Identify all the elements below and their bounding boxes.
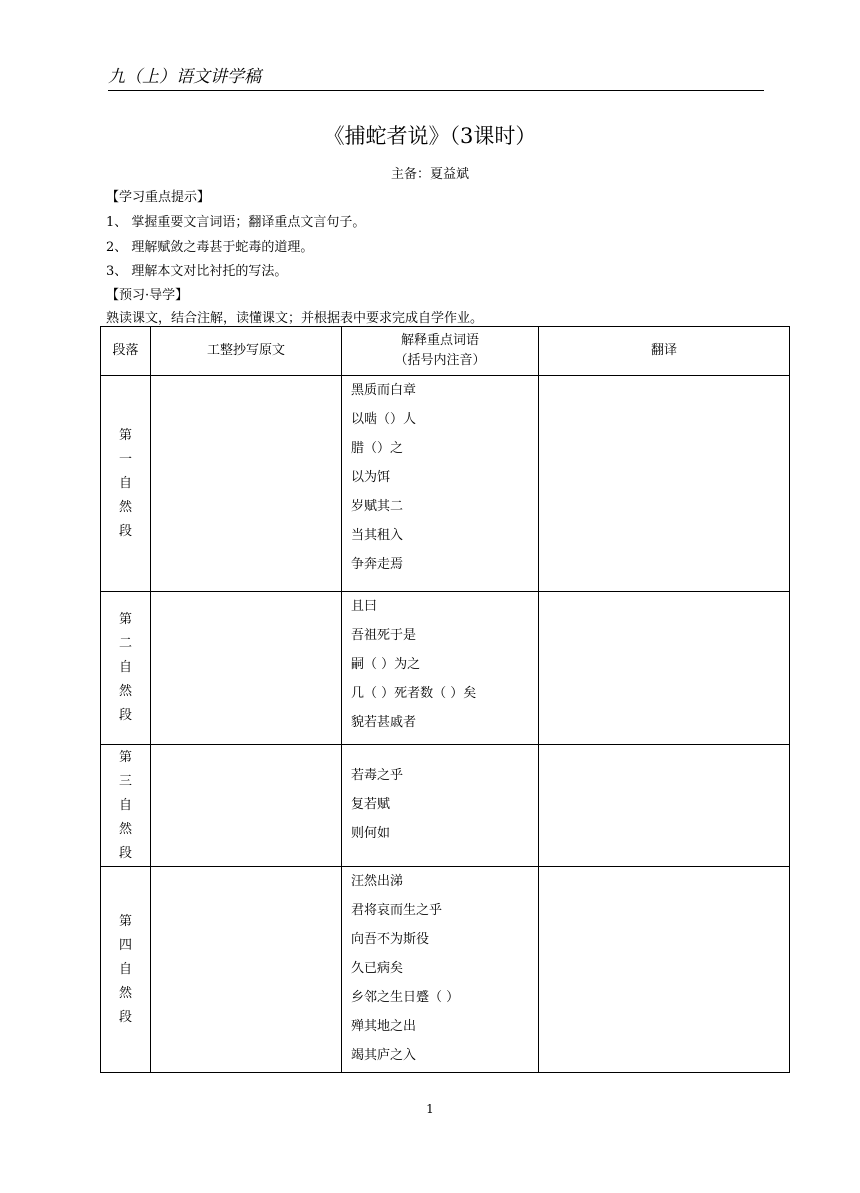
- study-table: [100, 326, 790, 1073]
- table-row: [101, 592, 790, 745]
- translation-cell[interactable]: [539, 592, 790, 745]
- translation-cell[interactable]: [539, 867, 790, 1073]
- header-text: 九（上）语文讲学稿: [108, 67, 261, 87]
- key-word: 乡邻之生日蹙（ ）: [351, 990, 460, 1005]
- key-word: 岁赋其二: [351, 499, 404, 514]
- segment-char: 然: [118, 499, 132, 515]
- segment-char: 第: [118, 612, 132, 627]
- focus-heading: 【学习重点提示】: [106, 190, 211, 205]
- segment-char: 然: [118, 684, 132, 699]
- segment-char: 第: [118, 913, 132, 929]
- author-line: 主备：夏益斌: [390, 167, 469, 182]
- key-words-cell: [342, 376, 539, 592]
- segment-char: 自: [118, 660, 132, 675]
- key-word: 则何如: [351, 826, 391, 841]
- table-row: [101, 867, 790, 1073]
- header-key-words-line1: 解释重点词语: [400, 333, 479, 348]
- header-key-words: [342, 327, 539, 376]
- key-word: 黑质而白章: [351, 383, 417, 398]
- copy-text-cell[interactable]: [151, 867, 342, 1073]
- document-title: 《捕蛇者说》（3课时）: [323, 124, 537, 148]
- table-row: [101, 376, 790, 592]
- segment-char: 三: [118, 773, 132, 789]
- key-words-cell: [342, 592, 539, 745]
- segment-cell: [101, 745, 151, 867]
- segment-char: 然: [118, 985, 132, 1001]
- segment-char: 四: [118, 937, 132, 953]
- segment-char: 一: [118, 451, 132, 467]
- instruction-text: 熟读课文，结合注解，读懂课文；并根据表中要求完成自学作业。: [106, 311, 484, 326]
- key-word: 争奔走焉: [351, 557, 404, 572]
- header-copy-text: 工整抄写原文: [151, 327, 342, 376]
- preview-heading: 【预习·导学】: [106, 288, 189, 303]
- segment-char: 二: [118, 636, 132, 651]
- key-word: 且曰: [351, 599, 378, 614]
- translation-cell[interactable]: [539, 376, 790, 592]
- segment-char: 自: [118, 475, 132, 491]
- key-word: 复若赋: [351, 797, 391, 812]
- header-key-words-line2: （括号内注音）: [394, 353, 486, 368]
- focus-item-1: 1、 掌握重要文言词语；翻译重点文言句子。: [106, 215, 366, 230]
- key-word: 嗣（ ）为之: [351, 657, 421, 672]
- segment-char: 段: [118, 708, 132, 723]
- segment-char: 自: [118, 797, 132, 813]
- header-segment: 段落: [101, 327, 151, 376]
- copy-text-cell[interactable]: [151, 592, 342, 745]
- copy-text-cell[interactable]: [151, 745, 342, 867]
- key-words-cell: [342, 867, 539, 1073]
- key-words-cell: [342, 745, 539, 867]
- segment-char: 段: [118, 845, 132, 861]
- segment-char: 第: [118, 749, 132, 765]
- table-row: [101, 745, 790, 867]
- key-word: 君将哀而生之乎: [351, 903, 443, 918]
- key-word: 以啮（）人: [351, 412, 417, 427]
- page-number: 1: [426, 1102, 434, 1116]
- key-word: 几（ ）死者数（ ）矣: [351, 686, 477, 701]
- segment-char: 段: [118, 1009, 132, 1025]
- key-word: 久已病矣: [351, 961, 404, 976]
- key-word: 汪然出涕: [351, 874, 404, 889]
- table-header-row: [101, 327, 790, 376]
- segment-cell: [101, 592, 151, 745]
- key-word: 若毒之乎: [351, 768, 404, 783]
- running-header: [108, 66, 764, 91]
- key-word: 竭其庐之入: [351, 1048, 417, 1063]
- focus-item-2: 2、 理解赋敛之毒甚于蛇毒的道理。: [106, 240, 314, 255]
- copy-text-cell[interactable]: [151, 376, 342, 592]
- key-word: 向吾不为斯役: [351, 932, 430, 947]
- key-word: 吾祖死于是: [351, 628, 417, 643]
- segment-char: 自: [118, 961, 132, 977]
- translation-cell[interactable]: [539, 745, 790, 867]
- segment-char: 第: [118, 427, 132, 443]
- key-word: 殚其地之出: [351, 1019, 417, 1034]
- key-word: 以为饵: [351, 470, 391, 485]
- segment-char: 段: [118, 523, 132, 539]
- focus-item-3: 3、 理解本文对比衬托的写法。: [106, 264, 288, 279]
- segment-cell: [101, 867, 151, 1073]
- segment-cell: [101, 376, 151, 592]
- header-translation: 翻译: [539, 327, 790, 376]
- key-word: 貌若甚戚者: [351, 715, 417, 730]
- key-word: 腊（）之: [351, 441, 404, 456]
- key-word: 当其租入: [351, 528, 404, 543]
- segment-char: 然: [118, 821, 132, 837]
